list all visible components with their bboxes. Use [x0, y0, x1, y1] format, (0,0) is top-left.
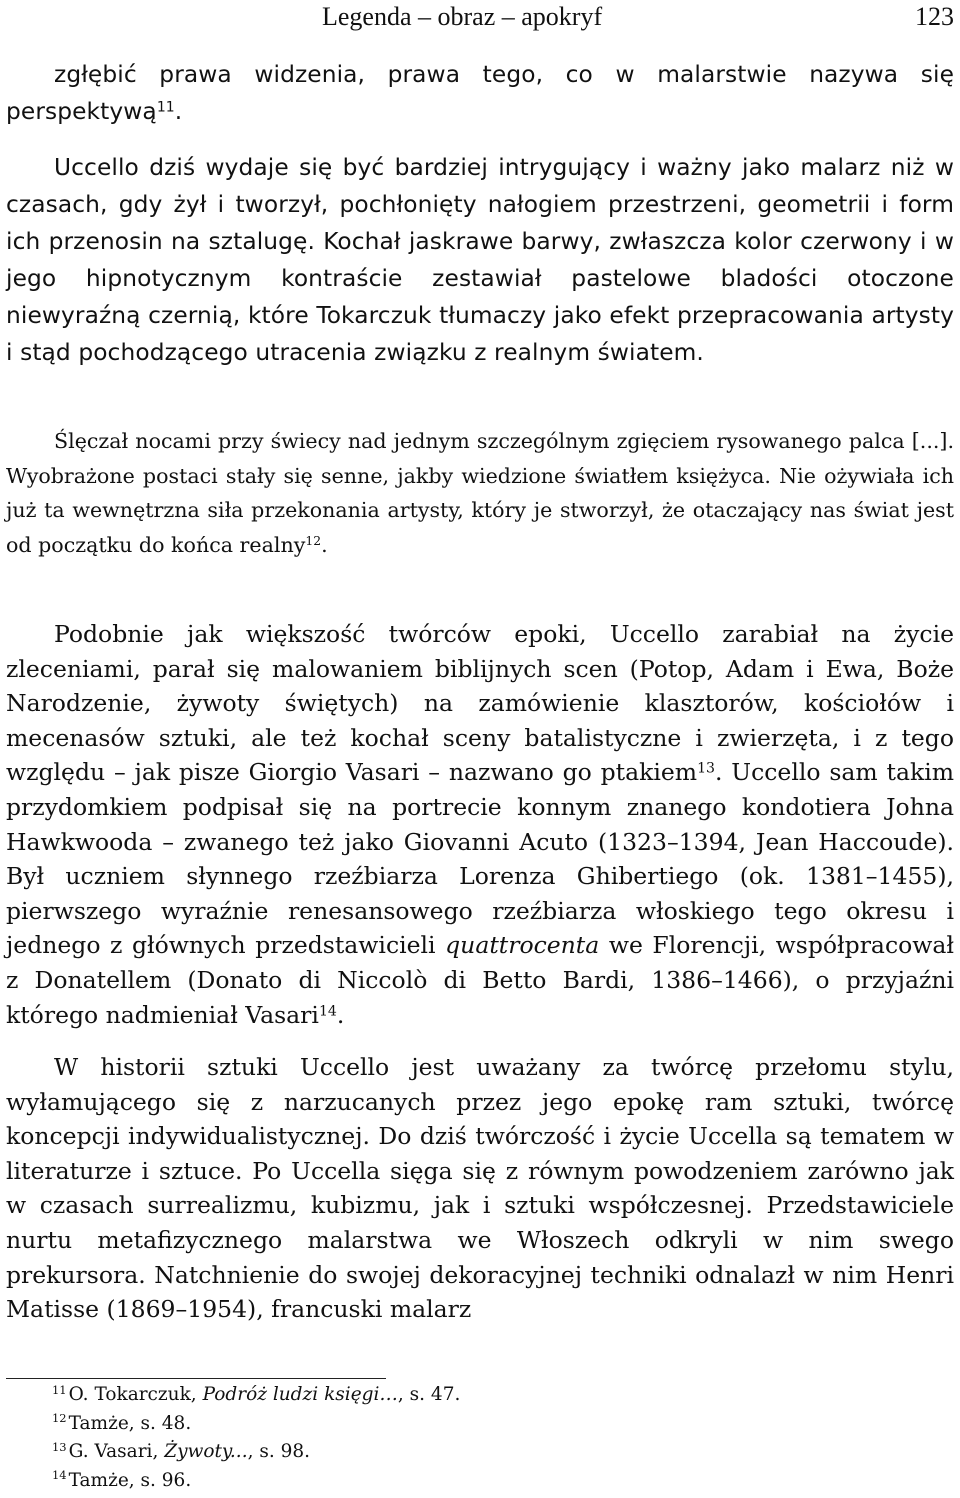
paragraph-uccello-today: Uccello dziś wydaje się być bardziej intrygujący i ważny jako malarz niż w czasach, gdy żył i tworzył, pochłonięty nałogiem przestrzeni, geometrii i form ich przenosin na sztalugę. Kochał jaskrawe barwy, zwłaszcza kolor czerwony i w jego hipnotycznym kontraście zestawiał pastelowe bladości otoczone niewyraźną czernią, które Tokarczuk tłumaczy jako efekt przepracowania artysty i stąd pochodzącego utracenia związku z realnym światem. [6, 154, 954, 367]
paragraph-legacy: W historii sztuki Uccello jest uważany za twórcę przełomu stylu, wyłamującego się z narzucanych przez jego epokę ram sztuki, twórcę koncepcji indywidualistycznej. Do dziś twórczość i życie Uccella są tematem w literaturze i sztuce. Po Uccella sięga się z równym powodzeniem zarówno jak w czasach surrealizmu, kubizmu, jak i sztuki współczesnej. Przedstawiciele nurtu metafizycznego malarstwa we Włoszech odkryli w nim swego prekursora. Natchnienie do swojej dekoracyjnej techniki odnalazł w nim Henri Matisse (1869–1954), francuski malarz [6, 1053, 954, 1324]
page-number: 123 [915, 2, 954, 31]
running-title: Legenda – obraz – apokryf [322, 2, 603, 31]
footnote-separator [6, 1378, 386, 1379]
paragraph-continuation: zgłębić prawa widzenia, prawa tego, co w malarstwie nazywa się perspektywą$^{11}$. [6, 61, 954, 126]
footnote-ref[interactable]: 13 [697, 760, 715, 777]
footnote: $^{14}$ Tamże, s. 96. [52, 1468, 192, 1491]
footnote-ref[interactable]: 14 [318, 1002, 337, 1019]
footnote-ref[interactable]: 12 [305, 533, 322, 548]
footnote: $^{12}$ Tamże, s. 48. [52, 1411, 192, 1434]
paragraph-career: Podobnie jak większość twórców epoki, Uccello zarabiał na życie zleceniami, parał się malowaniem biblijnych scen (Potop, Adam i Ewa, Boże Narodzenie, żywoty świętych) na zamówienie klasztorów, kościołów i mecenasów sztuki, ale też kochał sceny batalistyczne i zwierzęta, i z tego względu – jak pisze Giorgio Vasari – nazwano go ptakiem$^{13}$. Uccello sam takim przydomkiem podpisał się na portrecie konnym znanego kondotiera Johna Hawkwooda – zwanego też jako Giovanni Acuto (1323–1394, Jean Haccoude). Był uczniem słynnego rzeźbiarza Lorenza Ghibertiego (ok. 1381–1455), pierwszego wyraźnie renesansowego rzeźbiarza włoskiego tego okresu i jednego z głównych przedstawicieli quattrocenta we Florencji, współpracował z Donatellem (Donato di Niccolò di Betto Bardi, 1386–1466), o przyjaźni którego nadmieniał Vasari$^{14}$. [6, 620, 954, 1029]
footnotes [52, 1381, 932, 1495]
footnote: $^{13}$ G. Vasari, Żywoty..., s. 98. [52, 1439, 311, 1462]
footnote: $^{11}$ O. Tokarczuk, Podróż ludzi księgi…, s. 47. [52, 1382, 461, 1405]
running-header [0, 2, 960, 36]
block-quote: Ślęczał nocami przy świecy nad jednym szczególnym zgięciem rysowanego palca [...]. Wyobrażone postaci stały się senne, jakby wiedzione światłem księżyca. Nie ożywiała ich już ta wewnętrzna siła przekonania artysty, który je stworzył, że otaczający nas świat jest od początku do końca realny$^{12}$. [6, 429, 954, 557]
footnote-ref[interactable]: 11 [156, 99, 175, 116]
